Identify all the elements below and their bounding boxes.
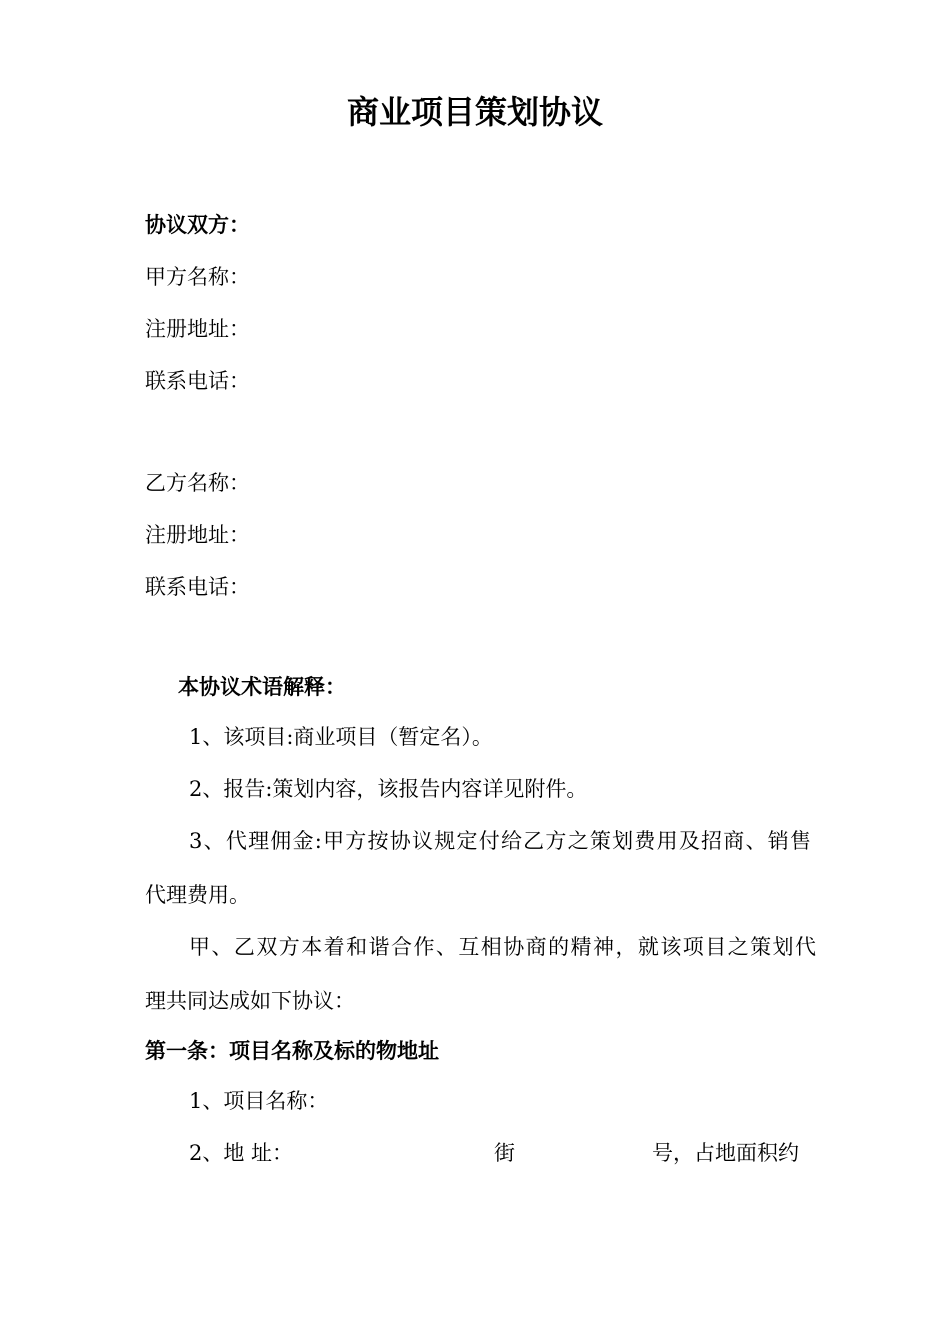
article-1-item-2-prefix: 2、地 址：	[189, 1141, 294, 1165]
document-title: 商业项目策划协议	[346, 93, 603, 131]
term-item-2: 2、报告:策划内容，该报告内容详见附件。	[189, 777, 588, 801]
party-b-address-label: 注册地址：	[145, 523, 250, 547]
term-item-3-continued: 代理费用。	[145, 883, 250, 907]
preamble-line-2: 理共同达成如下协议：	[145, 989, 355, 1013]
article-1-item-2-suffix: 号，占地面积约	[652, 1141, 799, 1165]
preamble-line-1: 甲、乙双方本着和谐合作、互相协商的精神，就该项目之策划代	[189, 935, 816, 959]
term-item-3: 3、代理佣金:甲方按协议规定付给乙方之策划费用及招商、销售	[189, 829, 811, 853]
party-b-phone-label: 联系电话：	[145, 575, 250, 599]
party-a-phone-label: 联系电话：	[145, 369, 250, 393]
party-b-name-label: 乙方名称：	[145, 471, 250, 495]
article-1-heading: 第一条：项目名称及标的物地址	[145, 1039, 439, 1063]
article-1-item-2-street: 街	[494, 1141, 515, 1165]
party-a-address-label: 注册地址：	[145, 317, 250, 341]
terms-heading: 本协议术语解释：	[178, 675, 346, 699]
party-a-name-label: 甲方名称：	[145, 265, 250, 289]
parties-heading: 协议双方：	[145, 213, 250, 237]
term-item-1: 1、该项目:商业项目（暂定名）。	[189, 725, 493, 749]
article-1-item-1: 1、项目名称：	[189, 1089, 329, 1113]
